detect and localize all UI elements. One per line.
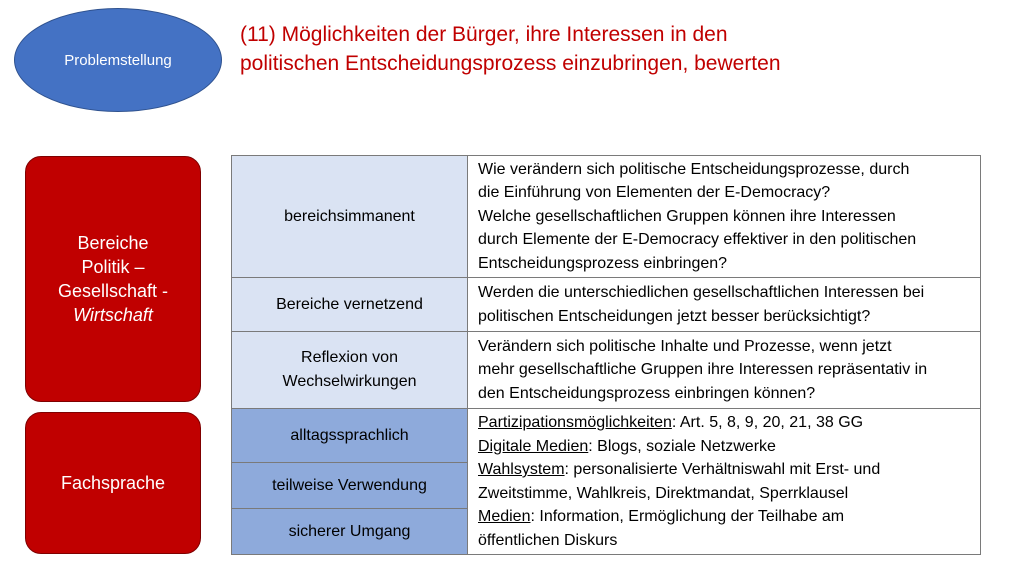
row-label-sicherer-umgang [232,509,468,555]
text-line: Entscheidungsprozess einbringen? [478,254,728,272]
row-label-alltagssprachlich [232,409,468,463]
text-line: Werden die unterschiedlichen gesellschaftlichen Interessen bei [478,284,925,301]
row-label-text: bereichsimmanent [284,207,415,225]
problemstellung-oval [14,8,222,112]
term-detail: : Information, Ermöglichung der Teilhabe am [530,508,845,525]
fach-line-1 [478,411,970,435]
fachsprache-label: Fachsprache [60,473,166,493]
title-line-1: (11) Möglichkeiten der Bürger, ihre Interessen in den [240,23,728,46]
bereiche-line-2: Politik – [81,257,145,277]
term-detail: : Blogs, soziale Netzwerke [588,437,776,455]
page-title [240,20,840,78]
row-text-vernetzend [468,278,981,332]
table-row-vernetzend [232,278,981,332]
text-line: mehr gesellschaftliche Gruppen ihre Interessen repräsentativ in [478,361,928,379]
fachsprache-box [25,412,201,554]
row-label-bereichsimmanent [232,156,468,278]
text-line: Verändern sich politische Inhalte und Prozesse, wenn jetzt [478,337,892,355]
term-partizipation: Partizipationsmöglichkeiten [478,414,672,431]
table-row-alltagssprachlich [232,409,981,463]
bereiche-line-4: Wirtschaft [73,305,153,325]
fachsprache-text-cell [468,409,981,555]
title-line-2: politischen Entscheidungsprozess einzubringen, bewerten [240,52,781,75]
problemstellung-label: Problemstellung [64,51,172,69]
content-table [231,155,981,555]
row-label-teilweise [232,463,468,509]
row-label-text: teilweise Verwendung [272,476,427,494]
row-label-line-2: Wechselwirkungen [282,373,417,390]
row-label-text: alltagssprachlich [290,426,409,444]
term-detail: : Art. 5, 8, 9, 20, 21, 38 GG [671,414,864,431]
text-line: den Entscheidungsprozess einbringen können? [478,384,816,402]
bereiche-line-1: Bereiche [77,233,149,253]
fach-line-6 [478,529,970,553]
fach-line-3 [478,458,970,482]
term-detail: : personalisierte Verhältniswahl mit Erst- und [564,461,881,478]
table-row-reflexion [232,332,981,409]
term-detail: öffentlichen Diskurs [478,531,618,549]
row-label-reflexion [232,332,468,409]
term-digitale-medien: Digitale Medien [478,437,589,455]
text-line: durch Elemente der E-Democracy effektiver in den politischen [478,231,917,249]
table-row-bereichsimmanent [232,156,981,278]
text-line: Wie verändern sich politische Entscheidungsprozesse, durch [478,160,910,178]
bereiche-line-3: Gesellschaft - [57,281,169,301]
row-label-line-1: Reflexion von [301,349,398,366]
text-line: Welche gesellschaftlichen Gruppen können ihre Interessen [478,207,896,225]
row-text-bereichsimmanent [468,156,981,278]
row-label-text: Bereiche vernetzend [276,295,423,313]
term-detail: Zweitstimme, Wahlkreis, Direktmandat, Sperrklausel [478,484,849,502]
term-wahlsystem: Wahlsystem [478,461,565,478]
row-label-vernetzend [232,278,468,332]
bereiche-box [25,156,201,402]
term-medien: Medien [478,508,531,525]
fach-line-5 [478,505,970,529]
text-line: politischen Entscheidungen jetzt besser berücksichtigt? [478,307,871,325]
text-line: die Einführung von Elementen der E-Democracy? [478,184,831,202]
row-label-text: sicherer Umgang [288,522,411,540]
row-text-reflexion [468,332,981,409]
fach-line-4 [478,482,970,506]
fach-line-2 [478,435,970,459]
